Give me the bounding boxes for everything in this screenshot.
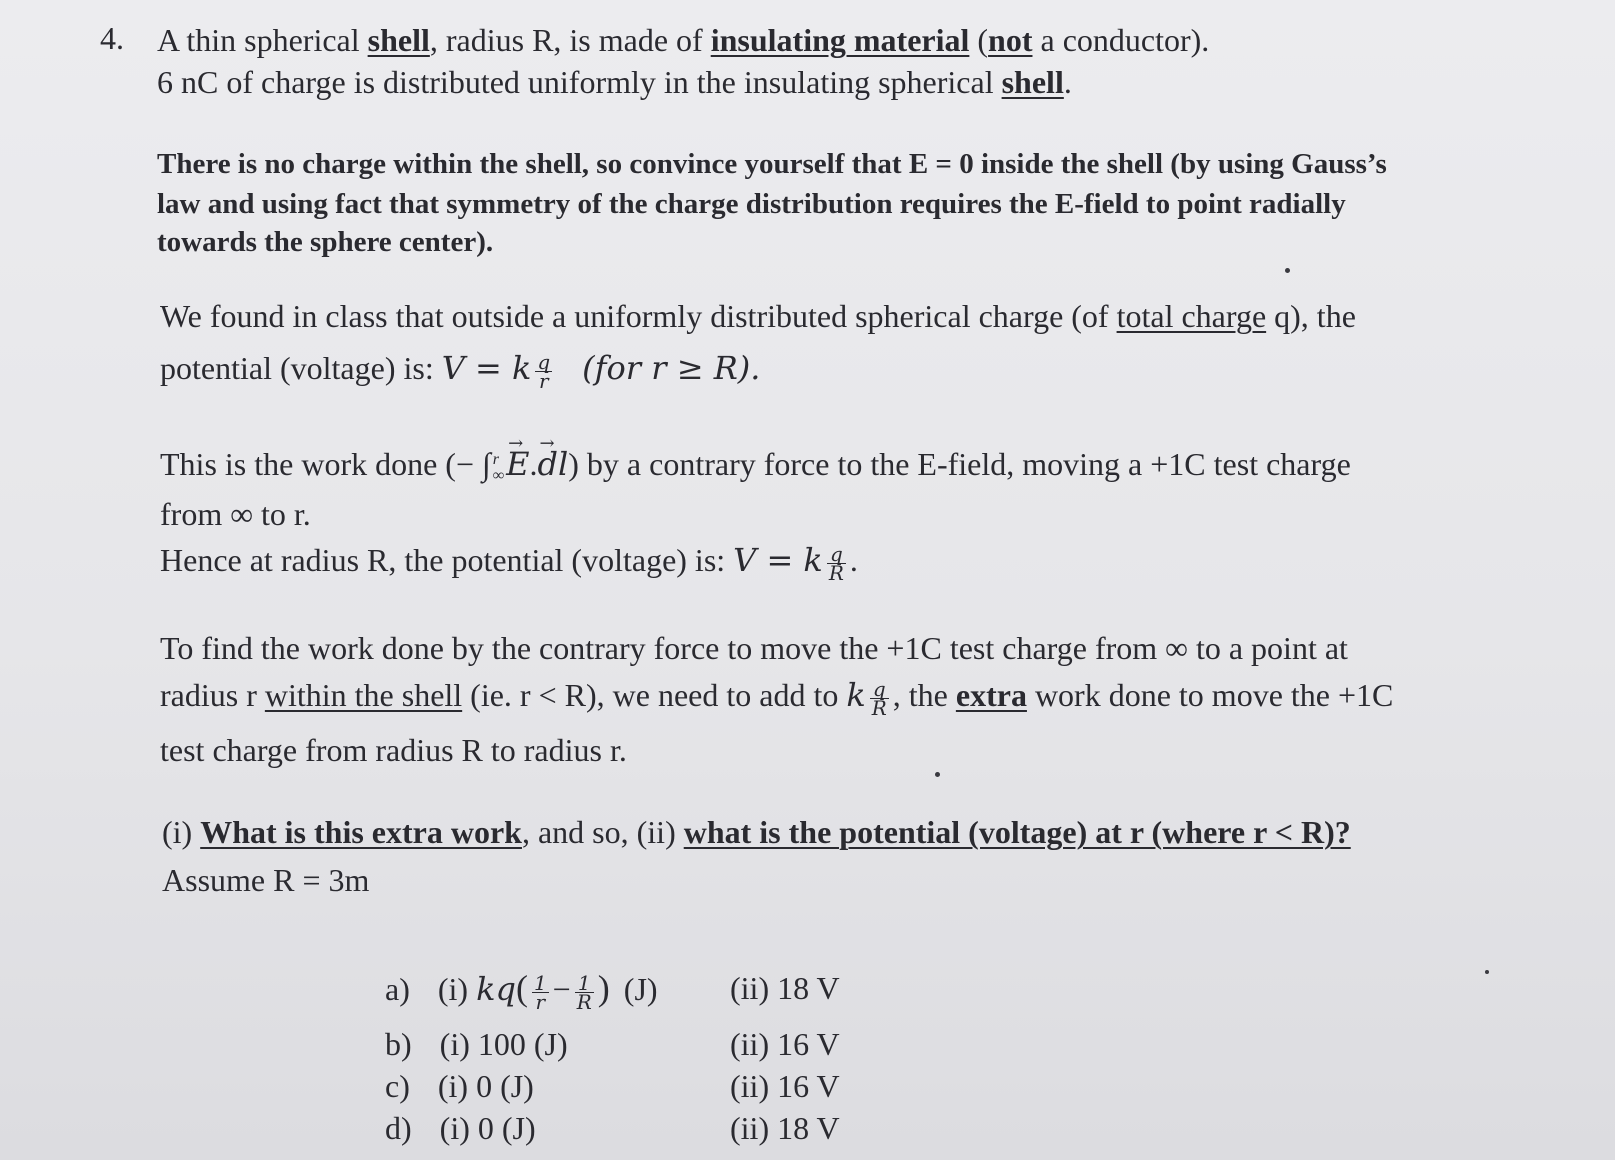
question-number: 4. (100, 20, 124, 56)
ask-extra-work: What is this extra work (200, 814, 522, 850)
option-c[interactable]: c) (i) 0 (J) (385, 1068, 534, 1104)
intro-line-2: 6 nC of charge is distributed uniformly in the insulating spherical shell. (157, 64, 1072, 100)
option-a[interactable]: a) (i) kq( $\frac{1}{r}$ − $\frac{1}{R}$ ) (J) (385, 968, 658, 1015)
formula-v-k-2: V = k (733, 541, 823, 579)
fraction-q-over-R-2: $\frac{q}{R}$ (871, 677, 887, 721)
option-b[interactable]: b) (i) 100 (J) (385, 1026, 568, 1062)
paper-speck (1485, 970, 1489, 974)
emphasis-within-the-shell: within the shell (264, 677, 463, 713)
class-line-2: potential (voltage) is: V = k $\frac{q}{r}$ (for r ≥ R). (160, 349, 761, 394)
emphasis-shell-2: shell (1001, 64, 1064, 100)
option-d-part2: (ii) 18 V (730, 1110, 840, 1146)
emphasis-extra: extra (955, 677, 1027, 713)
find-line-3: test charge from radius R to radius r. (160, 732, 627, 768)
formula-v-k: V = k (441, 349, 532, 387)
work-line-1: This is the work done (− ∫ r ∞ → E.→ dl) by a contrary force to the E-field, moving a +1C test charge (160, 444, 1351, 484)
fraction-one-over-r: $\frac{1}{r}$ (533, 971, 547, 1015)
work-line-2: from ∞ to r. (160, 496, 311, 532)
class-line-1: We found in class that outside a uniformly distributed spherical charge (of total charge q), the (160, 298, 1356, 334)
assume-line: Assume R = 3m (162, 862, 370, 898)
ask-potential: what is the potential (voltage) at r (where r < R)? (683, 814, 1351, 850)
integral-limits: r ∞ (492, 450, 505, 484)
condition-r-ge-R: (for r ≥ R). (582, 349, 761, 387)
emphasis-total-charge: total charge (1116, 298, 1267, 334)
hence-line: Hence at radius R, the potential (voltage) is: V = k $\frac{q}{R}$ . (160, 541, 858, 586)
intro-line-1: A thin spherical shell, radius R, is made of insulating material (not a conductor). (157, 22, 1210, 58)
option-b-part2: (ii) 16 V (730, 1026, 840, 1062)
fraction-one-over-R: $\frac{1}{R}$ (576, 971, 592, 1015)
option-d[interactable]: d) (i) 0 (J) (385, 1110, 536, 1146)
option-a-part2: (ii) 18 V (730, 970, 840, 1006)
paper-speck (1285, 268, 1290, 273)
gauss-line-2: law and using fact that symmetry of the charge distribution requires the E-field to point radially (157, 188, 1346, 220)
option-c-part2: (ii) 16 V (730, 1068, 840, 1104)
gauss-line-3: towards the sphere center). (157, 226, 494, 258)
emphasis-shell: shell (367, 22, 430, 58)
emphasis-insulating-material: insulating material (710, 22, 970, 58)
emphasis-not: not (988, 22, 1033, 58)
find-line-2: radius r within the shell (ie. r < R), we need to add to k $\frac{q}{R}$ , the extra work done to move the +1C (160, 676, 1394, 721)
gauss-line-1: There is no charge within the shell, so convince yourself that E = 0 inside the shell (by using Gauss’s (157, 148, 1387, 180)
paper-speck (935, 772, 940, 777)
fraction-q-over-R: $\frac{q}{R}$ (828, 542, 844, 586)
fraction-q-over-r: $\frac{q}{r}$ (537, 350, 551, 394)
find-line-1: To find the work done by the contrary force to move the +1C test charge from ∞ to a point at (160, 630, 1348, 666)
vector-E: → E (506, 444, 529, 484)
vector-dl: → dl (538, 444, 569, 484)
ask-line: (i) What is this extra work, and so, (ii) what is the potential (voltage) at r (where r < R)? (162, 814, 1351, 850)
